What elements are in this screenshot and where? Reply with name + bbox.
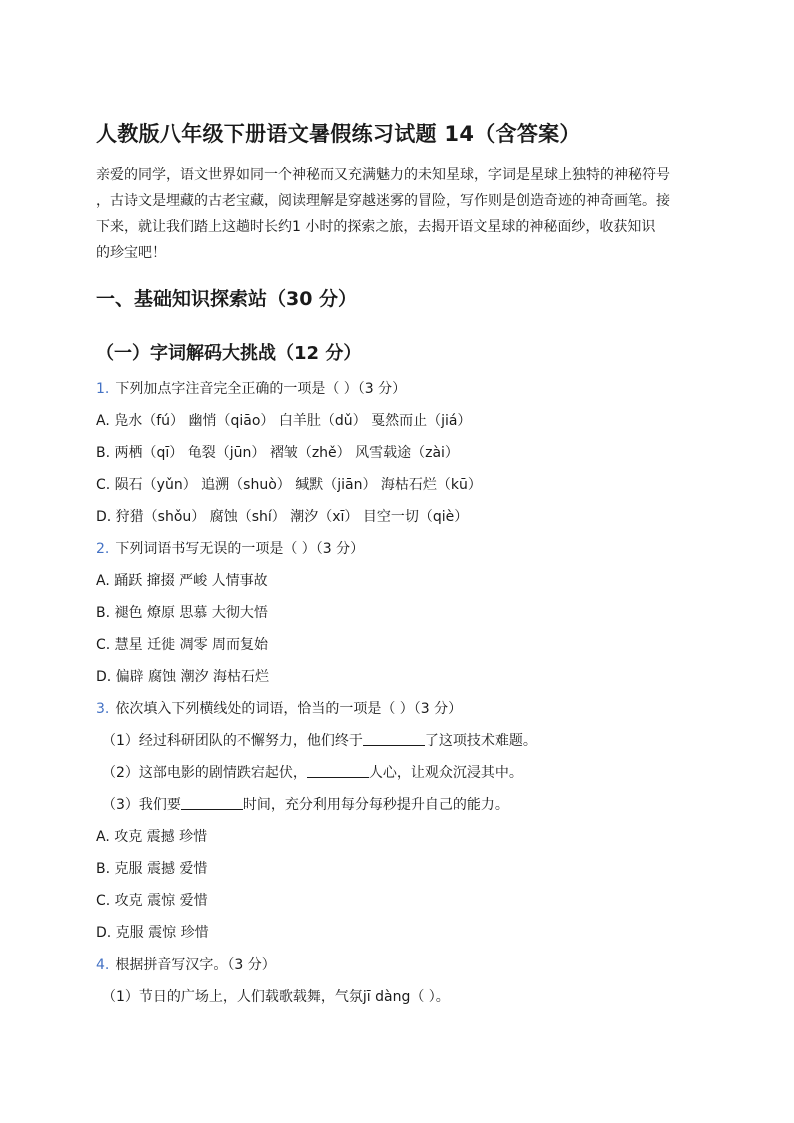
option-d: D. 偏辟 腐蚀 潮汐 海枯石烂 [96, 669, 270, 685]
question-number: 2. [96, 541, 110, 557]
item-text-before: （3）我们要 [102, 797, 181, 813]
option-c: C. 攻克 震惊 爱惜 [96, 893, 208, 909]
question-number: 4. [96, 957, 110, 973]
intro-line: 的珍宝吧！ [96, 245, 166, 261]
question-text: 根据拼音写汉字。（3 分） [115, 957, 276, 973]
intro-paragraph [96, 162, 706, 266]
question-number: 1. [96, 381, 110, 397]
option-c: C. 慧星 迁徙 凋零 周而复始 [96, 637, 269, 653]
intro-line: 下来，就让我们踏上这趟时长约1 小时的探索之旅，去揭开语文星球的神秘面纱，收获知识 [96, 219, 656, 235]
option-c: C. 陨石（yǔn） 追溯（shuò） 缄默（jiān） 海枯石烂（kū） [96, 477, 482, 493]
option-b: B. 克服 震撼 爱惜 [96, 861, 208, 877]
fill-blank-item [96, 792, 716, 824]
fill-blank-item [96, 760, 716, 792]
blank-line [307, 763, 369, 778]
blank-line [181, 795, 243, 810]
option-b: B. 褪色 燎原 思慕 大彻大悟 [96, 605, 268, 621]
question-list [96, 376, 716, 1016]
intro-line: 亲爱的同学，语文世界如同一个神秘而又充满魅力的未知星球，字词是星球上独特的神秘符号 [96, 167, 670, 183]
question-number: 3. [96, 701, 110, 717]
option-d: D. 克服 震惊 珍惜 [96, 925, 209, 941]
question-4-stem [96, 952, 716, 984]
question-1-stem [96, 376, 716, 408]
option-a: A. 攻克 震撼 珍惜 [96, 829, 208, 845]
document-title: 人教版八年级下册语文暑假练习试题 14（含答案） [96, 122, 581, 146]
item-text-before: （2）这部电影的剧情跌宕起伏， [102, 765, 307, 781]
item-text-before: （1）经过科研团队的不懈努力，他们终于 [102, 733, 363, 749]
item-text-after: 人心，让观众沉浸其中。 [368, 765, 523, 781]
option-b: B. 两栖（qī） 龟裂（jūn） 褶皱（zhě） 风雪载途（zài） [96, 445, 459, 461]
fill-blank-item [96, 728, 716, 760]
subsection-heading: （一）字词解码大挑战（12 分） [96, 343, 362, 364]
question-text: 下列加点字注音完全正确的一项是（ ）（3 分） [115, 381, 407, 397]
section-heading: 一、基础知识探索站（30 分） [96, 288, 358, 310]
option-a: A. 踊跃 撺掇 严峻 人情事故 [96, 573, 268, 589]
intro-line: ，古诗文是埋藏的古老宝藏，阅读理解是穿越迷雾的冒险，写作则是创造奇迹的神奇画笔。接 [96, 193, 670, 209]
question-2-stem [96, 536, 716, 568]
question-text: 依次填入下列横线处的词语，恰当的一项是（ ）（3 分） [115, 701, 463, 717]
question-text: 下列词语书写无误的一项是（ ）（3 分） [115, 541, 365, 557]
option-a: A. 凫水（fú） 幽悄（qiāo） 白羊肚（dǔ） 戛然而止（jiá） [96, 413, 472, 429]
question-3-stem [96, 696, 716, 728]
blank-line [363, 731, 425, 746]
item-text-after: 了这项技术难题。 [424, 733, 537, 749]
item-text-after: 时间，充分利用每分每秒提升自己的能力。 [242, 797, 509, 813]
option-d: D. 狩猎（shǒu） 腐蚀（shí） 潮汐（xī） 目空一切（qiè） [96, 509, 469, 525]
pinyin-item: （1）节日的广场上，人们载歌载舞，气氛jī dàng（ ）。 [102, 989, 450, 1005]
